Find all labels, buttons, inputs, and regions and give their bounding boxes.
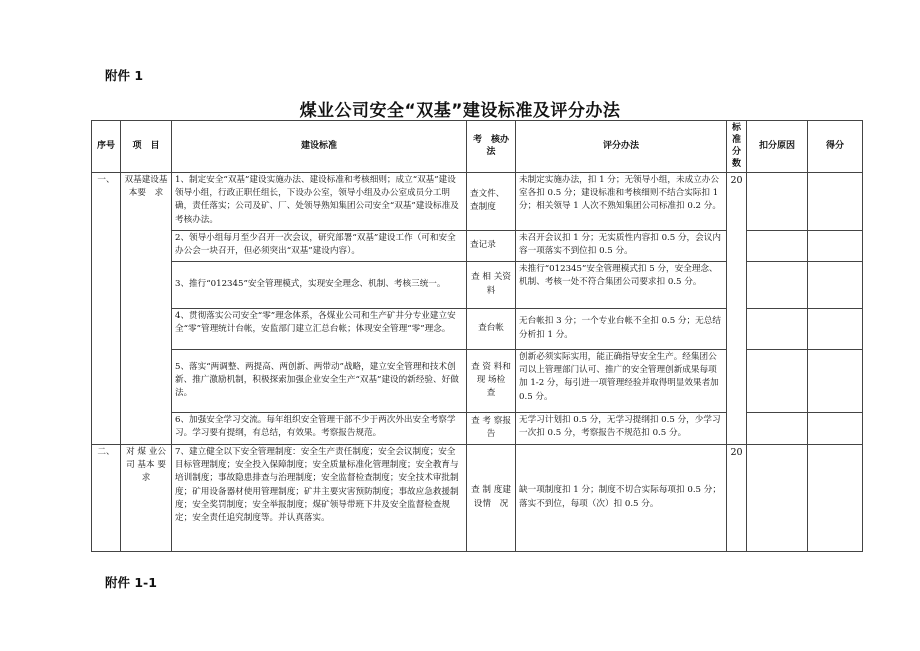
header-row (92, 121, 863, 173)
header-deduct: 扣分原因 (747, 121, 808, 173)
header-seq: 序号 (92, 121, 121, 173)
header-score: 得分 (808, 121, 863, 173)
attachment-label-top: 附件 1 (105, 68, 144, 83)
scoring-cell: 未召开会议扣 1 分；无实质性内容扣 0.5 分，会议内容一项落实不到位扣 0.5 分。 (516, 230, 727, 261)
deduct-cell (747, 349, 808, 412)
standard-cell: 1、制定安全“双基”建设实施办法、建设标准和考核细则；成立“双基”建设领导小组，行政正职任组长，下设办公室，领导小组及办公室成员分工明确，责任落实；公司及矿、厂、处领导熟知集团公司安全“双基”建设标准及考核办法。 (172, 172, 467, 230)
score-cell (808, 308, 863, 349)
deduct-cell (747, 308, 808, 349)
table-row (92, 444, 863, 551)
method-cell: 查记录 (467, 230, 516, 261)
standard-cell: 2、领导小组每月至少召开一次会议，研究部署“双基”建设工作（可和安全办公会一块召开，但必须突出“双基”建设内容）。 (172, 230, 467, 261)
scoring-cell: 创新必须实际实用，能正确指导安全生产。经集团公司以上管理部门认可、推广的安全管理创新成果每项加 1-2 分，每引进一项管理经验并取得明显效果者加 0.5 分。 (516, 349, 727, 412)
score-cell (808, 172, 863, 230)
header-points: 标准分数 (727, 121, 747, 173)
standard-cell: 5、落实“两调整、两提高、两创新、两带动”战略，建立安全管理和技术创新、推广激励机制，积极探索加强企业安全生产“双基”建设的新经验、好做法。 (172, 349, 467, 412)
deduct-cell (747, 172, 808, 230)
method-cell: 查文件、查制度 (467, 172, 516, 230)
scoring-cell: 缺一项制度扣 1 分；制度不切合实际每项扣 0.5 分；落实不到位，每项（次）扣 0.5 分。 (516, 444, 727, 551)
standard-cell: 3、推行“012345”安全管理模式，实现安全理念、机制、考核三统一。 (172, 261, 467, 308)
table-row (92, 349, 863, 412)
header-scoring: 评分办法 (516, 121, 727, 173)
scoring-cell: 未推行“012345”安全管理模式扣 5 分，安全理念、机制、考核一处不符合集团公司要求扣 0.5 分。 (516, 261, 727, 308)
header-item: 项 目 (121, 121, 172, 173)
section-item: 双基建设基本要 求 (121, 172, 172, 444)
standard-cell: 4、贯彻落实公司安全“零”理念体系，各煤业公司和生产矿井分专业建立安全“零”管理统计台帐，安监部门建立汇总台帐；体现安全管理“零”理念。 (172, 308, 467, 349)
header-method: 考 核办 法 (467, 121, 516, 173)
scoring-cell: 无学习计划扣 0.5 分，无学习提纲扣 0.5 分，少学习一次扣 0.5 分，考察报告不规范扣 0.5 分。 (516, 412, 727, 444)
section-points: 20 (727, 172, 747, 444)
score-cell (808, 349, 863, 412)
method-cell: 查 相 关资 料 (467, 261, 516, 308)
table-row (92, 412, 863, 444)
standard-cell: 7、建立健全以下安全管理制度：安全生产责任制度；安全会议制度；安全目标管理制度；安全投入保障制度；安全质量标准化管理制度；安全教育与培训制度；事故隐患排查与治理制度；安全监督检查制度；安全技术审批制度；矿用设备器材使用管理制度；矿井主要灾害预防制度；事故应急救援制度；安全奖罚制度；安全举报制度；煤矿领导带班下井及安全监督检查规定；安全责任追究制度等。并认真落实。 (172, 444, 467, 551)
deduct-cell (747, 230, 808, 261)
attachment-label-bottom: 附件 1-1 (105, 575, 157, 590)
page-title: 煤业公司安全“双基”建设标准及评分办法 (299, 101, 621, 121)
section-seq: 二、 (92, 444, 121, 551)
scoring-cell: 未制定实施办法，扣 1 分；无领导小组，未成立办公室各扣 0.5 分；建设标准和考核细则不结合实际扣 1 分；相关领导 1 人次不熟知集团公司标准扣 0.2 分。 (516, 172, 727, 230)
table-row (92, 230, 863, 261)
score-cell (808, 230, 863, 261)
deduct-cell (747, 412, 808, 444)
method-cell: 查 资 料和 现 场检 查 (467, 349, 516, 412)
header-standard: 建设标准 (172, 121, 467, 173)
section-points: 20 (727, 444, 747, 551)
score-cell (808, 444, 863, 551)
deduct-cell (747, 261, 808, 308)
scoring-cell: 无台帐扣 3 分；一个专业台帐不全扣 0.5 分；无总结分析扣 1 分。 (516, 308, 727, 349)
method-cell: 查 考 察报 告 (467, 412, 516, 444)
section-seq: 一、 (92, 172, 121, 444)
method-cell: 查台帐 (467, 308, 516, 349)
table-row (92, 308, 863, 349)
score-cell (808, 261, 863, 308)
score-cell (808, 412, 863, 444)
section-item: 对 煤 业公 司 基本 要 求 (121, 444, 172, 551)
standard-cell: 6、加强安全学习交流。每年组织安全管理干部不少于两次外出安全考察学习。学习要有提纲，有总结，有效果。考察报告规范。 (172, 412, 467, 444)
method-cell: 查 制 度建 设情 况 (467, 444, 516, 551)
table-row (92, 172, 863, 230)
scoring-table (91, 120, 863, 552)
deduct-cell (747, 444, 808, 551)
table-row (92, 261, 863, 308)
